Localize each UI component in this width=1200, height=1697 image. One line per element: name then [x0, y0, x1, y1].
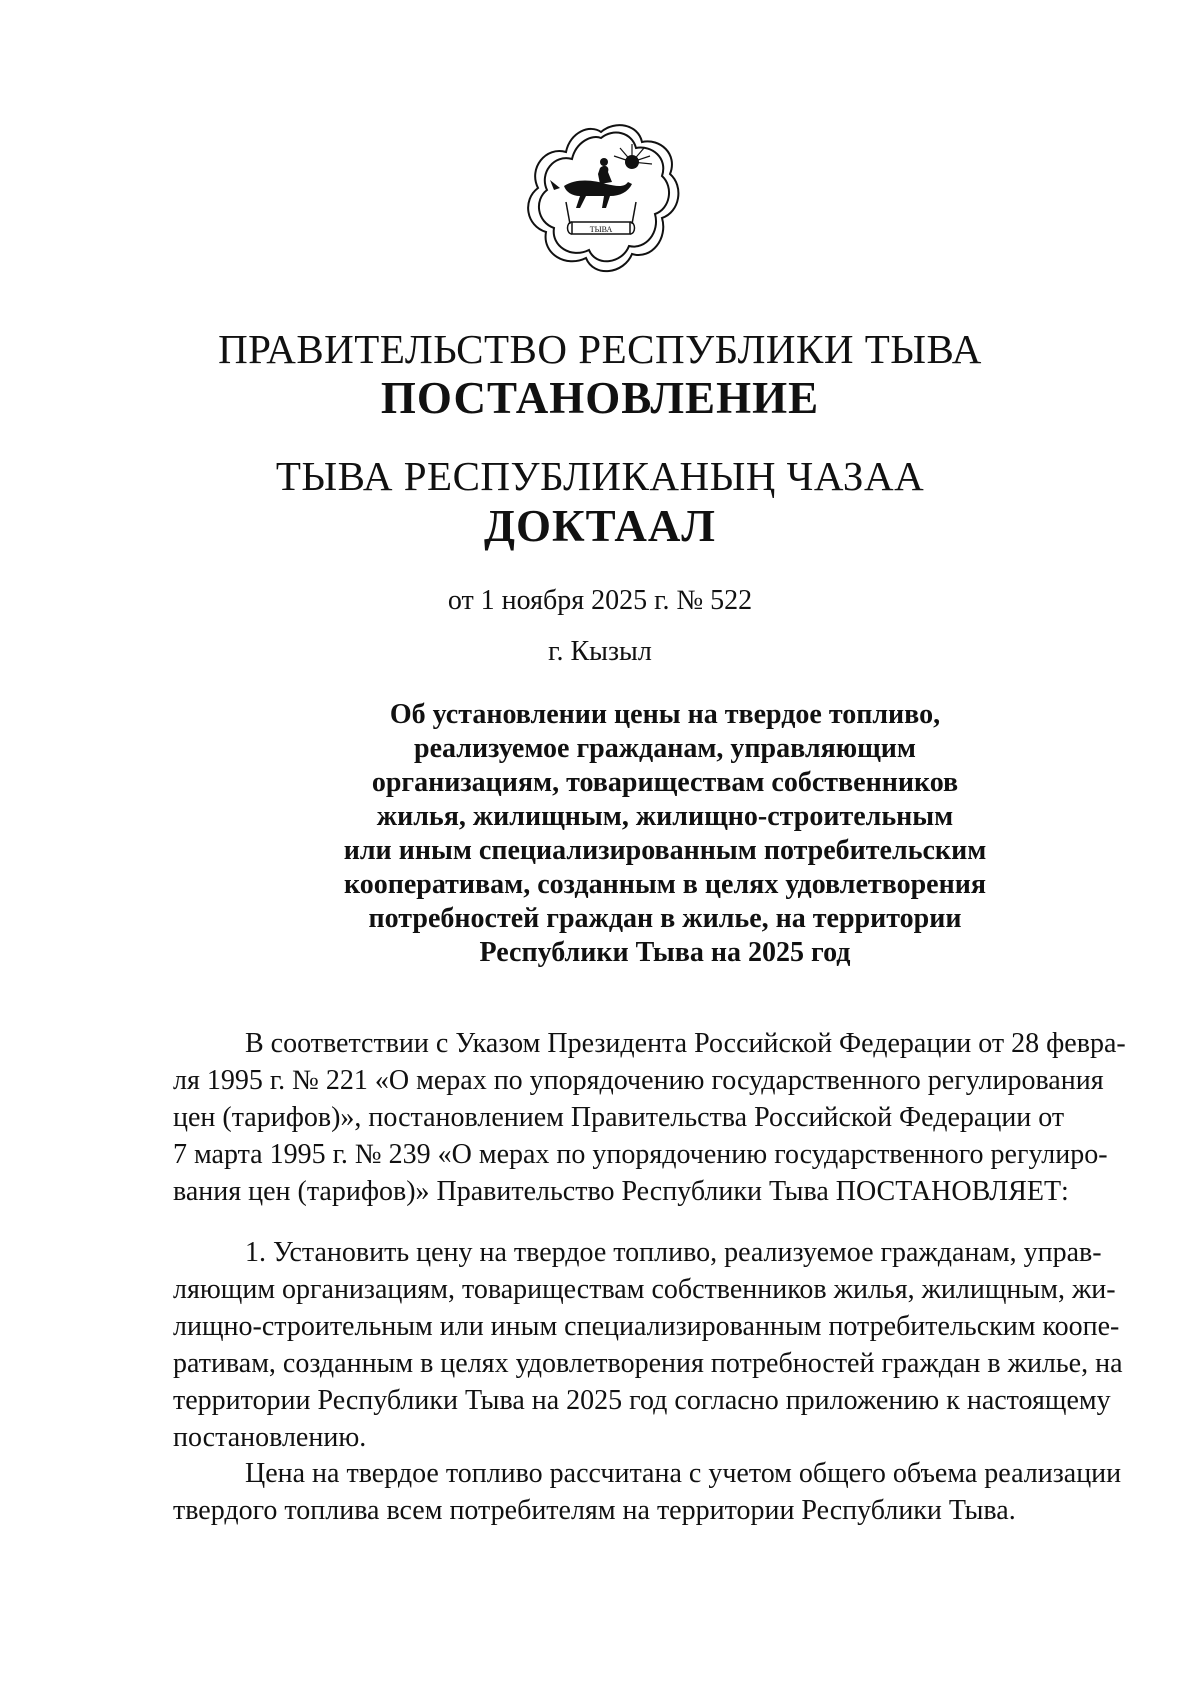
- paragraph-line: Цена на твердое топливо рассчитана с учетом общего объема реализации: [245, 1458, 1122, 1489]
- decree-type-ru: ПОСТАНОВЛЕНИЕ: [380, 373, 820, 423]
- paragraph-line: постановлению.: [173, 1422, 367, 1453]
- title-line: или иным специализированным потребительским: [343, 835, 987, 866]
- paragraph-line: лищно-строительным или иным специализированным потребительским коопе-: [173, 1311, 1120, 1342]
- paragraph-line: территории Республики Тыва на 2025 год согласно приложению к настоящему: [173, 1385, 1111, 1416]
- paragraph-line: ративам, созданным в целях удовлетворения потребностей граждан в жилье, на: [173, 1348, 1123, 1379]
- title-line: потребностей граждан в жилье, на территории: [368, 903, 962, 934]
- paragraph-line: В соответствии с Указом Президента Российской Федерации от 28 февра-: [245, 1028, 1126, 1059]
- decree-date-number: от 1 ноября 2025 г. № 522: [447, 585, 753, 616]
- government-name-ru: ПРАВИТЕЛЬСТВО РЕСПУБЛИКИ ТЫВА: [218, 326, 982, 372]
- paragraph-line: цен (тарифов)», постановлением Правительства Российской Федерации от: [173, 1102, 1065, 1133]
- government-name-tyv: ТЫВА РЕСПУБЛИКАНЫҢ ЧАЗАА: [275, 453, 925, 499]
- title-line: организациям, товариществам собственников: [371, 767, 959, 798]
- paragraph-item-1: [173, 1234, 1123, 1456]
- emblem-text: ТЫВА: [589, 225, 613, 234]
- decree-city: г. Кызыл: [548, 636, 652, 667]
- paragraph-price-note: [173, 1455, 1122, 1529]
- paragraph-line: ляющим организациям, товариществам собственников жилья, жилищным, жи-: [173, 1274, 1116, 1305]
- paragraph-line: 1. Установить цену на твердое топливо, реализуемое гражданам, управ-: [245, 1237, 1102, 1268]
- decree-title: [330, 698, 1000, 970]
- paragraph-line: вания цен (тарифов)» Правительство Республики Тыва ПОСТАНОВЛЯЕТ:: [173, 1176, 1069, 1207]
- title-line: Республики Тыва на 2025 год: [479, 937, 851, 968]
- title-line: кооперативам, созданным в целях удовлетворения: [343, 869, 987, 900]
- title-line: Об установлении цены на твердое топливо,: [389, 699, 941, 730]
- tyva-coat-of-arms-icon: [520, 118, 682, 280]
- paragraph-line: ля 1995 г. № 221 «О мерах по упорядочению государственного регулирования: [173, 1065, 1104, 1096]
- paragraph-line: 7 марта 1995 г. № 239 «О мерах по упорядочению государственного регулиро-: [173, 1139, 1108, 1170]
- paragraph-line: твердого топлива всем потребителям на территории Республики Тыва.: [173, 1495, 1016, 1526]
- title-line: реализуемое гражданам, управляющим: [414, 733, 916, 764]
- title-line: жилья, жилищным, жилищно-строительным: [376, 801, 954, 832]
- decree-type-tyv: ДОКТААЛ: [484, 501, 716, 551]
- paragraph-preamble: [173, 1025, 1126, 1210]
